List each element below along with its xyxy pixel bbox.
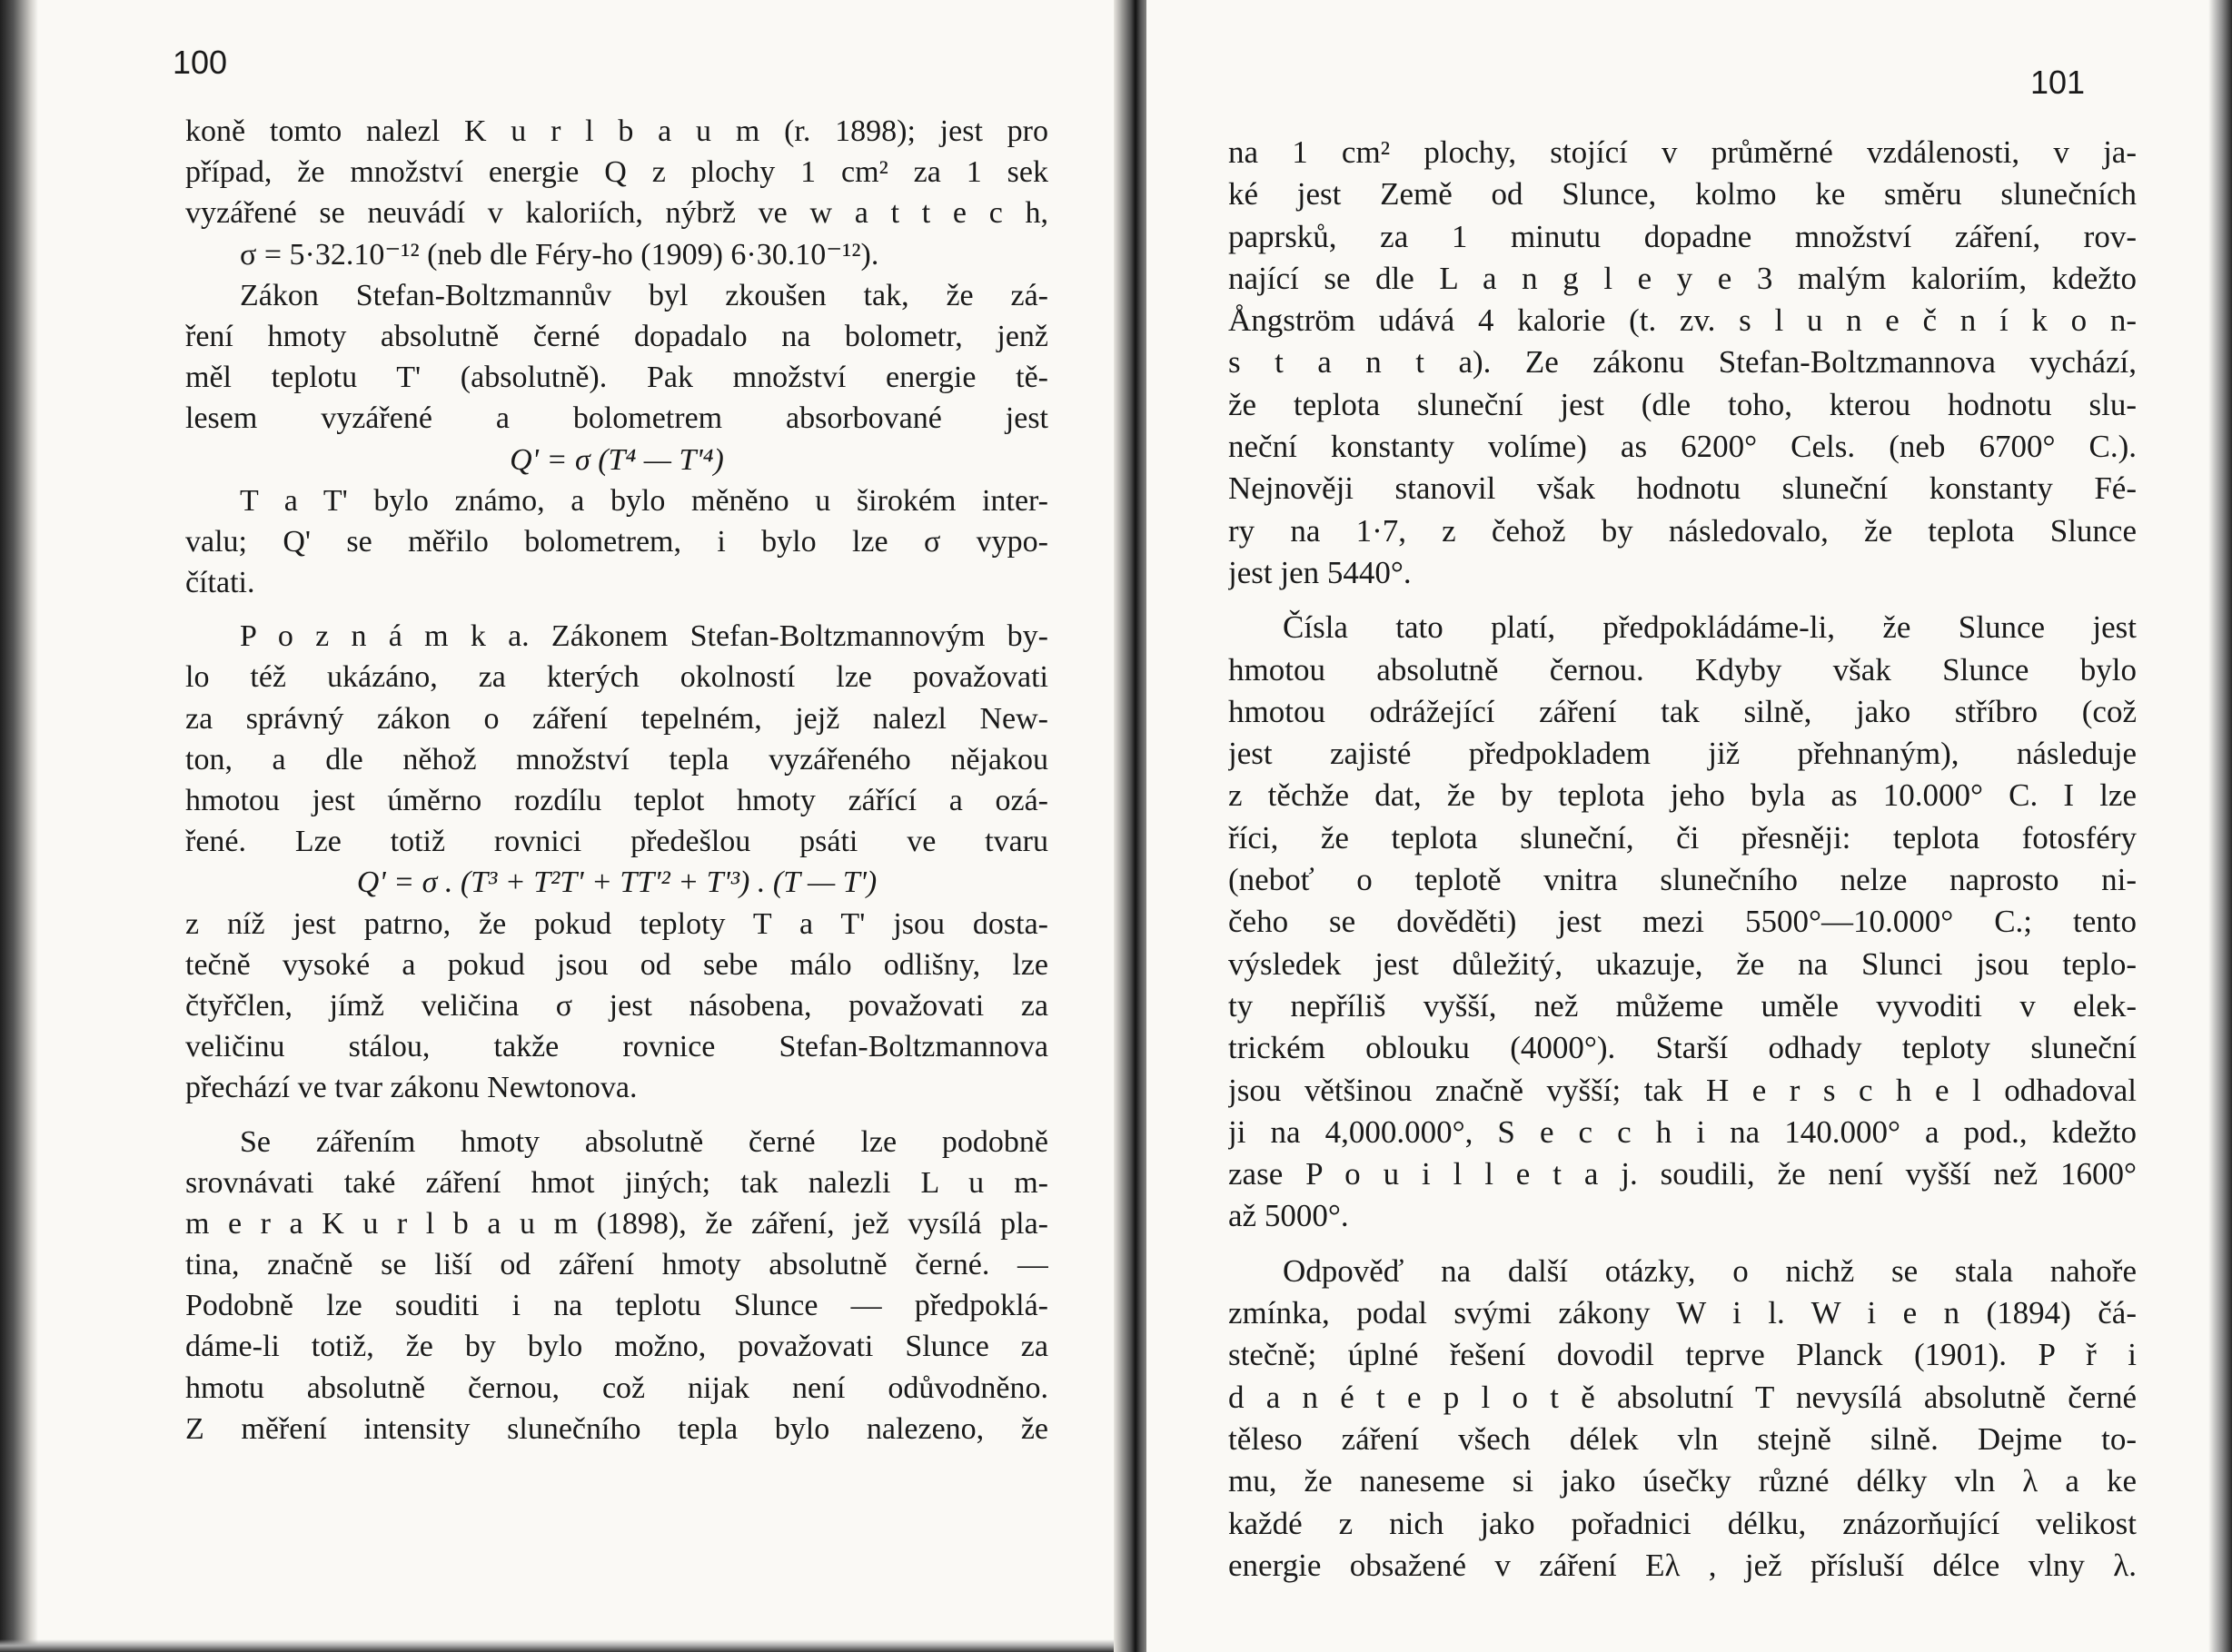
text-line: T a T' bylo známo, a bylo měněno u širokém inter- (240, 483, 1048, 518)
text-line: nající se dle L a n g l e y e 3 malým kaloriím, kdežto (1228, 260, 2137, 296)
text-line: přechází ve tvar zákonu Newtonova. (185, 1071, 638, 1105)
left-page-edge (0, 0, 38, 1652)
text-line: až 5000°. (1228, 1198, 1349, 1234)
text-line: za správný zákon o záření tepelném, jejž nalezl New- (185, 701, 1048, 736)
text-line: ji na 4,000.000°, S e c c h i na 140.000° a pod., kdežto (1228, 1113, 2137, 1150)
text-line: valu; Q' se měřilo bolometrem, i bylo lze σ vypo- (185, 524, 1048, 559)
text-line: Odpověď na další otázky, o nichž se stala nahoře (1283, 1252, 2137, 1289)
text-line: čtyřčlen, jímž veličina σ jest násobena, považovati za (185, 988, 1048, 1023)
formula-sigma: σ = 5·32.10⁻¹² (neb dle Féry-ho (1909) 6·30.10⁻¹²). (240, 237, 879, 272)
text-line: (neboť o teplotě vnitra slunečního nelze naprosto ni- (1228, 862, 2137, 898)
text-line: trickém oblouku (4000°). Starší odhady teploty sluneční (1228, 1030, 2137, 1066)
text-line: hmotou absolutně černou. Kdyby však Slunce bylo (1228, 651, 2137, 688)
right-page-edge (2208, 0, 2232, 1652)
text-line: srovnávati také záření hmot jiných; tak nalezli L u m- (185, 1165, 1048, 1200)
text-line: Se zářením hmoty absolutně černé lze podobně (240, 1124, 1048, 1159)
text-line: zmínka, podal svými zákony W i l. W i e n (1894) čá- (1228, 1295, 2137, 1331)
text-line: měl teplotu T' (absolutně). Pak množství energie tě- (185, 361, 1048, 395)
text-line: výsledek jest důležitý, ukazuje, že na Slunci jsou teplo- (1228, 945, 2137, 982)
text-line: z těchže dat, že by teplota jeho byla as 10.000° C. I lze (1228, 777, 2137, 814)
text-line: Ångström udává 4 kalorie (t. zv. s l u n e č n í k o n- (1228, 302, 2137, 339)
text-line: čeho se dověděti) jest mezi 5500°—10.000° C.; tento (1228, 904, 2137, 940)
text-line: ření hmoty absolutně černé dopadalo na bolometr, jenž (185, 319, 1048, 353)
text-line: stečně; úplné řešení dovodil teprve Planck (1901). P ř i (1228, 1337, 2137, 1373)
text-line: hmotu absolutně černou, což nijak není odůvodněno. (185, 1370, 1048, 1405)
text-line: ry na 1·7, z čehož by následovalo, že teplota Slunce (1228, 512, 2137, 549)
text-line: zase P o u i l l e t a j. soudili, že není vyšší než 1600° (1228, 1156, 2137, 1192)
text-line: na 1 cm² plochy, stojící v průměrné vzdálenosti, v ja- (1228, 134, 2137, 170)
text-line: d a n é t e p l o t ě absolutní T nevysílá absolutně černé (1228, 1379, 2137, 1415)
text-line: m e r a K u r l b a u m (1898), že záření, jež vysílá pla- (185, 1206, 1048, 1241)
text-line: veličinu stálou, takže rovnice Stefan-Boltzmannova (185, 1030, 1048, 1064)
right-page (1146, 0, 2232, 1652)
text-line: lesem vyzářené a bolometrem absorbované jest (185, 401, 1048, 436)
left-page-text (185, 111, 1048, 1449)
text-line: ké jest Země od Slunce, kolmo ke směru slunečních (1228, 176, 2137, 213)
text-line: energie obsažené v záření Eλ , jež přísluší délce vlny λ. (1228, 1547, 2137, 1583)
text-line: případ, že množství energie Q z plochy 1 cm² za 1 sek (185, 155, 1048, 190)
text-line: řené. Lze totiž rovnici předešlou psáti ve tvaru (185, 825, 1048, 859)
text-line: Podobně lze souditi i na teplotu Slunce — předpoklá- (185, 1289, 1048, 1323)
text-line: těleso záření všech délek vln stejně silně. Dejme to- (1228, 1420, 2137, 1457)
text-line: ton, a dle něhož množství tepla vyzářeného nějakou (185, 742, 1048, 777)
text-line: lo též ukázáno, za kterých okolností lze považovati (185, 660, 1048, 695)
formula-expanded: Q' = σ . (T³ + T²T' + TT'² + T'³) . (T — T') (356, 866, 878, 900)
text-line: paprsků, za 1 minutu dopadne množství záření, rov- (1228, 218, 2137, 254)
text-line: že teplota sluneční jest (dle toho, kterou hodnotu slu- (1228, 386, 2137, 422)
text-line: Čísla tato platí, předpokládáme-li, že Slunce jest (1283, 609, 2137, 646)
text-line: s t a n t a). Ze zákonu Stefan-Boltzmannova vychází, (1228, 344, 2137, 381)
text-line: jsou většinou značně vyšší; tak H e r s c h e l odhadoval (1228, 1072, 2137, 1108)
text-line: dáme-li totiž, že by bylo možno, považovati Slunce za (185, 1330, 1048, 1364)
text-line: Zákon Stefan-Boltzmannův byl zkoušen tak, že zá- (240, 278, 1048, 312)
text-line: hmotou jest úměrno rozdílu teplot hmoty zářící a ozá- (185, 784, 1048, 817)
text-line: mu, že naneseme si jako úsečky různé délky vln λ a ke (1228, 1463, 2137, 1499)
text-line: P o z n á m k a. Zákonem Stefan-Boltzmannovým by- (240, 619, 1048, 654)
text-line: tina, značně se liší od záření hmoty absolutně černé. — (185, 1248, 1048, 1282)
text-line: tečně vysoké a pokud jsou od sebe málo odlišny, lze (185, 947, 1048, 982)
text-line: říci, že teplota sluneční, či přesněji: teplota fotosféry (1228, 819, 2137, 856)
text-line: Z měření intensity slunečního tepla bylo nalezeno, že (185, 1411, 1048, 1446)
text-line: každé z nich jako pořadnici délku, znázorňující velikost (1228, 1505, 2137, 1541)
text-line: jest jen 5440°. (1228, 554, 1412, 590)
left-page-bottom-edge (0, 1639, 1125, 1652)
page-number-right: 101 (2030, 64, 2086, 101)
text-line: čítati. (185, 566, 255, 600)
text-line: jest zajisté předpokladem již přehnaným), následuje (1228, 736, 2137, 772)
text-line: koně tomto nalezl K u r l b a u m (r. 1898); jest pro (185, 114, 1048, 148)
text-line: ty nepříliš vyšší, než můžeme uměle vyvoditi v elek- (1228, 987, 2137, 1024)
formula-stefan-boltzmann: Q' = σ (T⁴ — T'⁴) (510, 442, 724, 477)
text-line: Nejnověji stanovil však hodnotu sluneční konstanty Fé- (1228, 470, 2137, 507)
right-page-text (1228, 132, 2137, 1587)
text-line: vyzářené se neuvádí v kaloriích, nýbrž ve w a t t e c h, (185, 196, 1048, 231)
text-line: z níž jest patrno, že pokud teploty T a T' jsou dosta- (185, 906, 1048, 941)
page-number-left: 100 (173, 44, 228, 81)
text-line: hmotou odrážející záření tak silně, jako stříbro (což (1228, 693, 2137, 729)
text-line: neční konstanty volíme) as 6200° Cels. (neb 6700° C.). (1228, 429, 2137, 465)
